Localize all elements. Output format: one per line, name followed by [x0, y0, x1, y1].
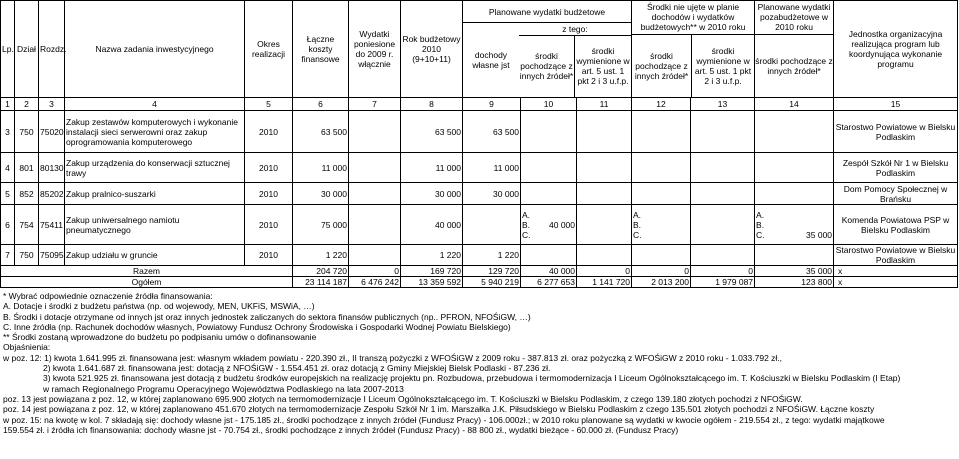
cell-poch [521, 183, 577, 205]
cell-jednostka: Starostwo Powiatowe w Bielsku Podlaskim [834, 245, 958, 266]
cell-nazwa: Zakup pralnico-suszarki [65, 183, 245, 205]
cell-dzial: 801 [15, 153, 39, 183]
cell-rozdz: 75411 [39, 205, 65, 245]
cell-poch [521, 205, 577, 245]
cell-wym [577, 111, 632, 153]
table-row [1, 183, 958, 205]
razem-x: x [834, 266, 958, 277]
col-laczne-header: Łączne koszty finansowe [293, 1, 349, 98]
table-row [1, 245, 958, 266]
cell-wym [577, 205, 632, 245]
cell-dzial: 754 [15, 205, 39, 245]
cell-okres: 2010 [245, 245, 293, 266]
header-row [1, 1, 958, 98]
cell-laczne: 1 220 [293, 245, 349, 266]
col-number: 10 [521, 98, 577, 111]
cell-dochody: 11 000 [463, 153, 521, 183]
ogolem-n-poch: 2 013 200 [632, 277, 691, 288]
footnote-line: 3) kwota 521.925 zł. finansowana jest dotacją z budżetu środków europejskich na realizację projektu pn. Rozbudowa, przebudowa i termomodernizacja I Liceum Ogólnokształcącego im. T. Kościuszki w Bielsku Podlaskim (I Etap) [43, 373, 901, 384]
razem-n-wym: 0 [691, 266, 755, 277]
col-number: 5 [245, 98, 293, 111]
cell-lp: 3 [1, 111, 15, 153]
cell-p-poch [755, 111, 834, 153]
cell-rok: 30 000 [401, 183, 463, 205]
footnote-line: w poz. 15: na kwotę w kol. 7 składają się: dochody własne jst - 175.185 zł., środki pochodzące z innych źródeł (Fundusz Pracy) - 106.000zł.; w 2010 roku planowane są wydatki w kwocie ogółem - 219.554 zł., z tego: wydatki majątkowe [3, 414, 885, 425]
cell-rozdz: 75020 [39, 111, 65, 153]
cell-rok: 63 500 [401, 111, 463, 153]
cell-n-wym [691, 111, 755, 153]
cell-p-poch [755, 153, 834, 183]
cell-laczne: 63 500 [293, 111, 349, 153]
ogolem-poch: 6 277 653 [521, 277, 577, 288]
source-a-label: A. [633, 209, 642, 220]
pozabud-header [755, 1, 834, 98]
cell-p-poch [755, 183, 834, 205]
ogolem-n-wym: 1 979 087 [691, 277, 755, 288]
cell-p-poch [755, 245, 834, 266]
cell-n-poch [632, 183, 691, 205]
cell-n-poch [632, 205, 691, 245]
col-number: 9 [463, 98, 521, 111]
razem-n-poch: 0 [632, 266, 691, 277]
cell-poch [521, 245, 577, 266]
source-a-label: A. [756, 209, 765, 220]
cell-jednostka: Starostwo Powiatowe w Bielsku Podlaskim [834, 111, 958, 153]
col-number: 12 [632, 98, 691, 111]
source-c-label: C. [522, 229, 531, 240]
footnote-line: Objaśnienia: [3, 342, 51, 353]
col-okres-header: Okres realizacji [245, 1, 293, 98]
cell-wydatki [349, 205, 401, 245]
col-number: 2 [15, 98, 39, 111]
ogolem-row [1, 277, 958, 288]
cell-dzial: 852 [15, 183, 39, 205]
col-number: 11 [577, 98, 632, 111]
cell-dzial: 750 [15, 245, 39, 266]
cell-rozdz: 80130 [39, 153, 65, 183]
cell-dochody: 30 000 [463, 183, 521, 205]
cell-n-poch [632, 153, 691, 183]
razem-laczne: 204 720 [293, 266, 349, 277]
ogolem-x: x [834, 277, 958, 288]
cell-wym [577, 245, 632, 266]
col-number: 13 [691, 98, 755, 111]
footnote-line: B. Środki i dotacje otrzymane od innych jst oraz innych jednostek zaliczanych do sektora finansów publicznych (np.. PFRON, NFOŚiGW, …) [3, 311, 531, 322]
cell-rozdz: 75095 [39, 245, 65, 266]
razem-wym: 0 [577, 266, 632, 277]
cell-okres: 2010 [245, 153, 293, 183]
source-b-label: B. [756, 219, 765, 230]
cell-rok: 40 000 [401, 205, 463, 245]
razem-row [1, 266, 958, 277]
col-lp-header: Lp. [1, 1, 15, 98]
ogolem-laczne: 23 114 187 [293, 277, 349, 288]
cell-lp: 6 [1, 205, 15, 245]
srodki-wym-header: środki wymienione w art. 5 ust. 1 pkt 2 i 3 u.f.p. [576, 46, 630, 86]
source-c-value: 35 000 [806, 229, 833, 240]
col-number: 6 [293, 98, 349, 111]
cell-dochody: 63 500 [463, 111, 521, 153]
cell-okres: 2010 [245, 205, 293, 245]
source-b-label: B. [633, 219, 642, 230]
cell-nazwa: Zakup udziału w gruncie [65, 245, 245, 266]
cell-lp: 4 [1, 153, 15, 183]
table-row [1, 153, 958, 183]
source-b-label: B. [522, 219, 531, 230]
cell-wym [577, 183, 632, 205]
cell-lp: 7 [1, 245, 15, 266]
planowane-header [463, 1, 632, 98]
srodki-poch-header: środki pochodzące z innych źródeł* [519, 36, 575, 97]
footnotes [3, 291, 957, 435]
table-row [1, 111, 958, 153]
col-wydatki-header: Wydatki poniesione do 2009 r. włącznie [349, 1, 401, 98]
ogolem-label: Ogółem [1, 277, 293, 288]
footnote-line: 2) kwota 1.641.687 zł. finansowana jest: dotacją z NFOŚiGW - 1.554.451 zł. oraz dotacją z Gminy Miejskiej Bielsk Podlaski - 87.236 zł. [43, 363, 551, 374]
cell-laczne: 11 000 [293, 153, 349, 183]
col-number: 15 [834, 98, 958, 111]
pozabud-poch-header: środki pochodzące z innych źródeł* [755, 56, 833, 76]
cell-laczne: 30 000 [293, 183, 349, 205]
razem-dochody: 129 720 [463, 266, 521, 277]
footnote-line: C. Inne źródła (np. Rachunek dochodów własnych, Powiatowy Fundusz Ochrony Środowiska i Gospodarki Wodnej Powiatu Bielskiego) [3, 321, 511, 332]
cell-n-wym [691, 245, 755, 266]
col-rozdz-header: Rozdz. [39, 1, 65, 98]
cell-wydatki [349, 183, 401, 205]
column-number-row [1, 98, 958, 111]
footnote-line: ** Środki zostaną wprowadzone do budżetu po podpisaniu umów o dofinansowanie [3, 332, 317, 343]
col-number: 4 [65, 98, 245, 111]
cell-dzial: 750 [15, 111, 39, 153]
cell-rok: 1 220 [401, 245, 463, 266]
cell-n-wym [691, 205, 755, 245]
col-jednostka-header: Jednostka organizacyjna realizująca program lub koordynująca wykonanie programu [834, 1, 958, 98]
col-number: 8 [401, 98, 463, 111]
nieujete-poch-header: środki pochodzące z innych źródeł* [632, 35, 692, 97]
cell-n-poch [632, 111, 691, 153]
cell-dochody [463, 205, 521, 245]
col-dzial-header: Dział [15, 1, 39, 98]
cell-jednostka: Zespół Szkół Nr 1 w Bielsku Podlaskim [834, 153, 958, 183]
razem-label: Razem [1, 266, 293, 277]
nieujete-title: Środki nie ujęte w planie dochodów i wydatków budżetowych** w 2010 roku [632, 1, 754, 35]
cell-p-poch [755, 205, 834, 245]
footnote-line: * Wybrać odpowiednie oznaczenie źródła finansowania: [3, 291, 213, 301]
cell-okres: 2010 [245, 183, 293, 205]
cell-nazwa: Zakup urządzenia do konserwacji sztucznej trawy [65, 153, 245, 183]
cell-nazwa: Zakup uniwersalnego namiotu pneumatycznego [65, 205, 245, 245]
col-number: 14 [755, 98, 834, 111]
cell-jednostka: Komenda Powiatowa PSP w Bielsku Podlaskim [834, 205, 958, 245]
footnote-line: A. Dotacje i środki z budżetu państwa (np. od wojewody, MEN, UKFiS, MSWiA, …) [3, 301, 315, 312]
ogolem-wym: 1 141 720 [577, 277, 632, 288]
col-nazwa-header: Nazwa zadania inwestycyjnego [65, 1, 245, 98]
cell-wydatki [349, 111, 401, 153]
footnote-line: poz. 14 jest powiązana z poz. 12, w której zaplanowano 451.670 złotych na termomodernizacje Zespołu Szkół Nr 1 im. Marszałka J.K. Piłsudskiego w Bielsku Podlaskim z czego 135.501 złotych pochodzi z NFOŚiGW. Łączne koszty [3, 404, 875, 415]
nieujete-wym-header: środki wymienione w art. 5 ust. 1 pkt 2 i 3 u.f.p. [694, 46, 752, 86]
ogolem-p-poch: 123 800 [755, 277, 834, 288]
cell-n-wym [691, 183, 755, 205]
footnote-line: w poz. 12: 1) kwota 1.641.995 zł. finansowana jest: własnym wkładem powiatu - 220.390 zł., II transzą pożyczki z WFOŚiGW z 2009 roku - 387.813 zł. oraz pożyczką z WFOŚiGW z 2010 roku - 1.033.792 zł., [3, 352, 783, 363]
planowane-title: Planowane wydatki budżetowe [463, 2, 631, 23]
footnote-line: 159.554 zł. i źródła ich finansowania: dochody własne jst - 70.754 zł., środki pochodzące z innych źródeł (Fundusz Pracy) - 88 800 zł., wydatki bieżące - 60.000 zł. (Fundusz Pracy) [3, 424, 679, 435]
cell-okres: 2010 [245, 111, 293, 153]
cell-nazwa: Zakup zestawów komputerowych i wykonanie instalacji sieci serwerowni oraz zakup oprogramowania komputerowego [65, 111, 245, 153]
cell-lp: 5 [1, 183, 15, 205]
cell-wydatki [349, 153, 401, 183]
ogolem-wydatki: 6 476 242 [349, 277, 401, 288]
table-row [1, 205, 958, 245]
col-number: 1 [1, 98, 15, 111]
cell-rozdz: 85202 [39, 183, 65, 205]
cell-n-wym [691, 153, 755, 183]
source-a-label: A. [522, 209, 531, 220]
source-b-value: 40 000 [549, 219, 575, 230]
pozabud-title: Planowane wydatki pozabudżetowe w 2010 roku [755, 1, 833, 35]
source-c-label: C. [756, 229, 765, 240]
cell-jednostka: Dom Pomocy Społecznej w Brańsku [834, 183, 958, 205]
col-number: 3 [39, 98, 65, 111]
razem-poch: 40 000 [521, 266, 577, 277]
razem-rok: 169 720 [401, 266, 463, 277]
ogolem-rok: 13 359 592 [401, 277, 463, 288]
razem-wydatki: 0 [349, 266, 401, 277]
ogolem-dochody: 5 940 219 [463, 277, 521, 288]
z-tego-label: z tego: [519, 23, 631, 36]
nieujete-header [632, 1, 755, 98]
cell-wym [577, 153, 632, 183]
dochody-header: dochody własne jst [472, 49, 510, 70]
cell-dochody: 1 220 [463, 245, 521, 266]
razem-p-poch: 35 000 [755, 266, 834, 277]
source-c-label: C. [633, 229, 642, 240]
footnote-line: poz. 13 jest powiązana z poz. 12, w której zaplanowano 695.900 złotych na termomodernizacje I Liceum Ogólnokształcącego im. T. Kościuszki w Bielsku Podlaskim, z czego 139.180 złotych pochodzi z NFOŚiGW. [3, 393, 803, 404]
cell-n-poch [632, 245, 691, 266]
cell-laczne: 75 000 [293, 205, 349, 245]
col-number: 7 [349, 98, 401, 111]
footnote-line: w ramach Regionalnego Programu Operacyjnego Województwa Podlaskiego na lata 2007-2013 [43, 383, 404, 394]
cell-wydatki [349, 245, 401, 266]
cell-poch [521, 153, 577, 183]
cell-rok: 11 000 [401, 153, 463, 183]
col-rok-header: Rok budżetowy 2010 (9+10+11) [401, 1, 463, 98]
cell-poch [521, 111, 577, 153]
